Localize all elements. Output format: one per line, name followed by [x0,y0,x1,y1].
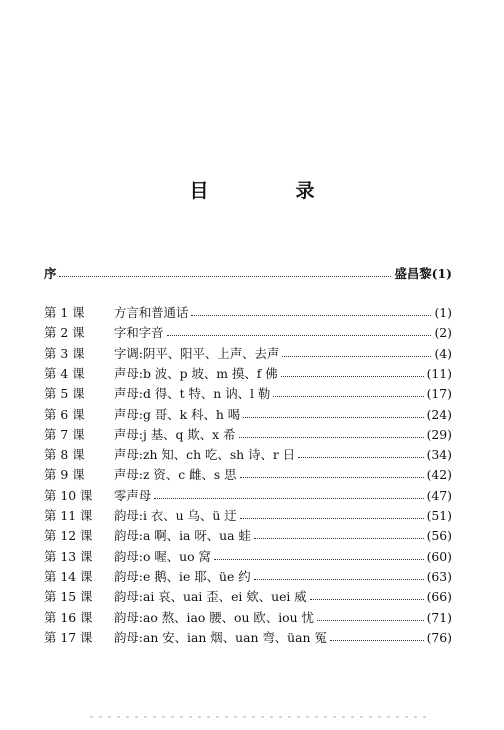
lesson-title: 韵母:e 鹅、ie 耶、üe 约 [114,568,251,584]
lesson-number: 第 16 课 [44,609,93,625]
toc-entry [44,445,452,464]
preface-page: (1) [431,266,452,281]
lesson-number: 第 17 课 [44,629,93,645]
dot-leader [214,559,424,560]
page-title: 目 录 [189,180,349,202]
preface-author: 盛昌黎 [394,266,432,281]
lesson-title: 声母:d 得、t 特、n 讷、l 勒 [114,386,271,402]
lesson-page: (4) [434,345,452,361]
lesson-page: (66) [426,589,452,605]
lesson-page: (47) [426,487,452,503]
lesson-number: 第 8 课 [44,447,85,463]
preface-label: 序 [44,266,57,281]
lesson-title: 韵母:an 安、ian 烟、uan 弯、üan 冤 [114,629,327,645]
lesson-page: (1) [434,305,452,320]
lesson-title: 声母:b 波、p 坡、m 摸、f 佛 [114,365,278,381]
dot-leader [298,457,423,458]
lesson-number: 第 5 课 [44,386,85,402]
dot-leader [240,518,424,519]
scan-artifact [90,716,430,718]
lesson-page: (2) [434,325,452,341]
lesson-title: 声母:zh 知、ch 吃、sh 诗、r 日 [114,447,296,463]
lesson-title: 韵母:ai 哀、uai 歪、ei 欸、uei 威 [114,589,307,605]
lesson-title: 声母:g 哥、k 科、h 喝 [114,406,241,422]
lesson-title: 韵母:a 啊、ia 呀、ua 蛙 [114,528,251,544]
toc-entry [44,486,452,505]
lesson-title: 声母:j 基、q 欺、x 希 [114,426,236,442]
toc-entry [44,405,452,424]
lesson-number: 第 15 课 [44,589,93,605]
dot-leader [243,417,423,418]
lesson-page: (42) [426,467,452,483]
toc-entry [44,323,452,342]
lesson-number: 第 2 课 [44,325,85,341]
dot-leader [239,437,424,438]
dot-leader [273,396,423,397]
dot-leader [254,538,424,539]
lesson-title: 字和字音 [114,325,164,341]
lesson-number: 第 11 课 [44,508,93,523]
lesson-number: 第 12 课 [44,528,93,544]
toc-entry [44,506,452,525]
dot-leader [240,477,424,478]
lesson-number: 第 3 课 [44,345,85,361]
lesson-page: (11) [426,365,452,381]
lesson-number: 第 13 课 [44,548,93,564]
lesson-title: 声母:z 资、c 雌、s 思 [114,467,237,483]
toc-entry [44,526,452,545]
lesson-title: 零声母 [114,487,152,503]
lesson-title: 韵母:i 衣、u 乌、ü 迂 [114,508,237,523]
dot-leader [254,579,424,580]
dot-leader [191,315,431,316]
toc-entry [44,608,452,627]
toc-entry [44,547,452,566]
lesson-number: 第 4 课 [44,365,85,381]
lesson-page: (76) [426,629,452,645]
lesson-number: 第 9 课 [44,467,85,483]
dot-leader [59,276,391,277]
lesson-page: (56) [426,528,452,544]
lesson-page: (29) [426,426,452,442]
lesson-page: (71) [426,609,452,625]
toc-entry-preface [44,264,452,283]
lesson-title: 韵母:o 喔、uo 窝 [114,548,211,564]
dot-leader [317,620,424,621]
toc-entry [44,628,452,647]
lesson-number: 第 14 课 [44,568,93,584]
dot-leader [310,599,424,600]
lesson-title: 字调:阴平、阳平、上声、去声 [114,345,280,361]
toc-entry [44,465,452,484]
dot-leader [330,640,424,641]
toc-entry [44,364,452,383]
lesson-number: 第 7 课 [44,426,85,442]
dot-leader [281,376,424,377]
toc-entry [44,384,452,403]
lesson-page: (24) [426,406,452,422]
lesson-page: (17) [426,386,452,402]
lesson-page: (34) [426,447,452,463]
lesson-number: 第 6 课 [44,406,85,422]
dot-leader [282,356,431,357]
lesson-page: (63) [426,568,452,584]
lesson-number: 第 1 课 [44,305,85,320]
dot-leader [167,335,432,336]
toc-entry [44,425,452,444]
toc-entry [44,303,452,322]
toc-entry [44,587,452,606]
lesson-title: 方言和普通话 [114,305,189,320]
toc-entry [44,567,452,586]
lesson-page: (51) [426,508,452,523]
lesson-number: 第 10 课 [44,487,93,503]
lesson-title: 韵母:ao 熬、iao 腰、ou 欧、iou 忧 [114,609,314,625]
dot-leader [154,498,423,499]
toc-entry [44,344,452,363]
lesson-page: (60) [426,548,452,564]
